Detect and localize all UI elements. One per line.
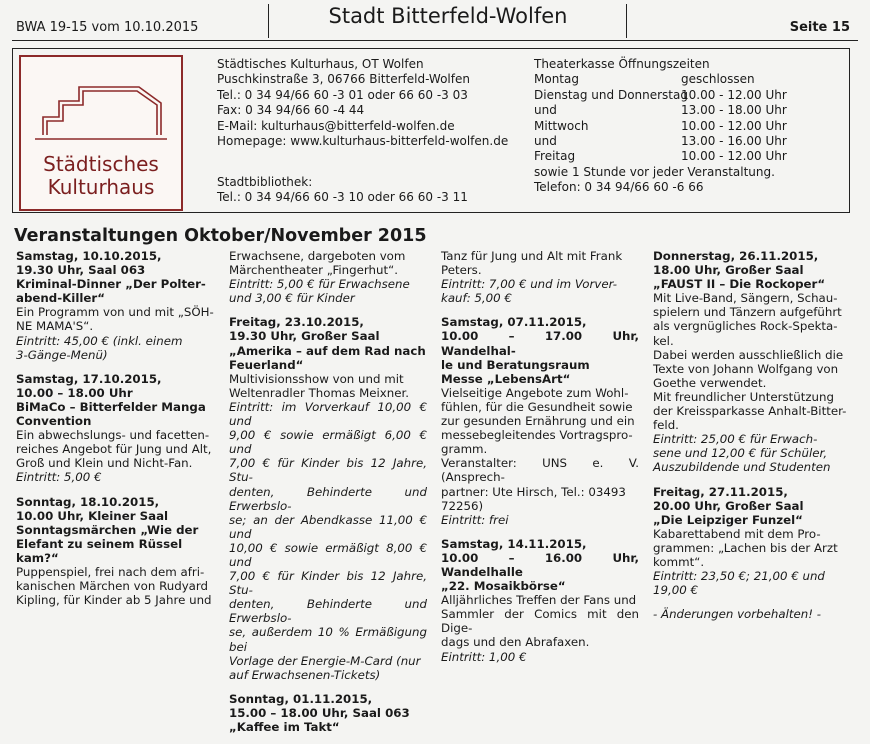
- page-number: Seite 15: [789, 20, 850, 35]
- event-heading: Samstag, 10.10.2015,: [16, 249, 162, 263]
- event-description: Vielseitige Angebote zum Wohl-: [441, 385, 629, 400]
- event-description: Alljährliches Treffen der Fans und: [441, 593, 637, 608]
- header-rule: [12, 40, 858, 41]
- event-price: und 3,00 € für Kinder: [229, 291, 355, 306]
- event-column: [653, 249, 851, 621]
- event-price: Eintritt: 5,00 € für Erwachsene: [229, 277, 410, 292]
- fax-line: Fax: 0 34 94/66 60 -4 44: [217, 103, 365, 118]
- venue-name: Städtisches Kulturhaus, OT Wolfen: [217, 57, 424, 71]
- event-heading: 20.00 Uhr, Großer Saal: [653, 498, 804, 513]
- event-column: [441, 249, 639, 674]
- event-description: Tanz für Jung und Alt mit Frank: [441, 249, 623, 263]
- event-column: [16, 249, 214, 617]
- event-price: auf Erwachsenen-Tickets): [229, 667, 381, 682]
- event-description: messebegleitendes Vortragspro-: [441, 428, 633, 443]
- event-description: Kipling, für Kinder ab 5 Jahre und: [16, 593, 212, 608]
- library-label: Stadtbibliothek:: [217, 175, 313, 189]
- event-description: Mit Live-Band, Sängern, Schau-: [653, 291, 838, 306]
- event-heading: „22. Mosaikbörse“: [441, 579, 566, 594]
- header-divider: [626, 4, 627, 38]
- event-heading: 18.00 Uhr, Großer Saal: [653, 263, 804, 278]
- hours-title: Theaterkasse Öffnungszeiten: [534, 57, 710, 71]
- event-description: Ein Programm von und mit „SÖH-: [16, 305, 214, 320]
- event-description: Dabei werden ausschließlich die: [653, 347, 844, 362]
- event-heading: Kriminal-Dinner „Der Polter-: [16, 277, 206, 292]
- event-heading: Donnerstag, 26.11.2015,: [653, 249, 819, 263]
- box-office-hours: [534, 57, 787, 196]
- event-description: Märchentheater „Fingerhut“.: [229, 263, 398, 278]
- phone-line: Tel.: 0 34 94/66 60 -3 01 oder 66 60 -3 03: [217, 87, 468, 102]
- event-description: fühlen, für die Gesundheit sowie: [441, 399, 633, 414]
- event-heading: kam?“: [16, 550, 59, 565]
- event-description: zur gesunden Ernährung und ein: [441, 414, 635, 429]
- event-description: Kabarettabend mit dem Pro-: [653, 526, 821, 541]
- event-price: Eintritt: im Vorverkauf 10,00 € und: [229, 399, 427, 429]
- event-price: 3-Gänge-Menü): [16, 347, 108, 362]
- hours-row: Mittwoch 10.00 - 12.00 Uhr: [534, 118, 787, 133]
- event-price: se; an der Abendkasse 11,00 € und: [229, 512, 427, 541]
- event-description: 72256): [441, 498, 484, 513]
- event-price: denten, Behinderte und Erwerbslo-: [229, 484, 427, 513]
- event-description: kel.: [653, 333, 674, 348]
- event-heading: abend-Killer“: [16, 291, 105, 306]
- event-heading: Samstag, 14.11.2015,: [441, 536, 587, 551]
- event-heading: Samstag, 17.10.2015,: [16, 371, 162, 386]
- event-price: Eintritt: 7,00 € und im Vorver-: [441, 277, 618, 292]
- hours-row: Dienstag und Donnerstag 10.00 - 12.00 Uhr: [534, 87, 787, 102]
- event-description: grammen: „Lachen bis der Arzt: [653, 540, 838, 555]
- email-line: E-Mail: kulturhaus@bitterfeld-wolfen.de: [217, 118, 455, 133]
- event-heading: Sonntag, 01.11.2015,: [229, 691, 373, 706]
- event-description: gramm.: [441, 442, 488, 457]
- event-heading: 10.00 – 16.00 Uhr, Wandelhalle: [441, 550, 639, 579]
- event-entry: [653, 485, 851, 598]
- event-heading: Messe „LebensArt“: [441, 371, 571, 386]
- event-price: denten, Behinderte und Erwerbslo-: [229, 597, 427, 626]
- changes-note: - Änderungen vorbehalten! -: [653, 607, 821, 622]
- event-heading: „Die Leipziger Funzel“: [653, 512, 803, 527]
- event-heading: „Kaffee im Takt“: [229, 720, 340, 734]
- event-heading: „Amerika – auf dem Rad nach: [229, 343, 426, 358]
- header-divider: [268, 4, 269, 38]
- event-heading: „FAUST II – Die Rockoper“: [653, 277, 826, 292]
- event-price: kauf: 5,00 €: [441, 291, 512, 306]
- event-entry: [16, 495, 214, 608]
- event-entry: [441, 315, 639, 526]
- event-price: Eintritt: 45,00 € (inkl. einem: [16, 333, 183, 348]
- event-price: Eintritt: 5,00 €: [16, 470, 102, 485]
- event-description: kommt“.: [653, 554, 705, 569]
- event-heading: Elefant zu seinem Rüssel: [16, 536, 183, 551]
- box-office-phone: Telefon: 0 34 94/66 60 -6 66: [534, 180, 704, 195]
- hours-row: und 13.00 - 18.00 Uhr: [534, 103, 787, 118]
- hours-note: sowie 1 Stunde vor jeder Veranstaltung.: [534, 164, 775, 179]
- info-box: [12, 48, 850, 213]
- event-price: 7,00 € für Kinder bis 12 Jahre, Stu-: [229, 569, 427, 598]
- event-entry: [16, 372, 214, 485]
- event-heading: Samstag, 07.11.2015,: [441, 315, 587, 330]
- page-title: Stadt Bitterfeld-Wolfen: [328, 4, 568, 28]
- event-price: se, außerdem 10 % Ermäßigung bei: [229, 625, 427, 654]
- logo-text: Städtisches Kulturhaus: [43, 152, 159, 199]
- hours-row: und 13.00 - 16.00 Uhr: [534, 133, 787, 148]
- event-price: 19,00 €: [653, 583, 699, 598]
- event-entry: [653, 249, 851, 475]
- event-description: Peters.: [441, 263, 482, 278]
- event-entry: [229, 249, 427, 305]
- library-phone: Tel.: 0 34 94/66 60 -3 10 oder 66 60 -3 11: [217, 190, 468, 205]
- issue-label: BWA 19-15 vom 10.10.2015: [16, 20, 199, 35]
- event-entry: [441, 249, 639, 305]
- event-heading: Convention: [16, 414, 92, 429]
- event-description: Mit freundlicher Unterstützung: [653, 389, 835, 404]
- event-heading: 19.30 Uhr, Großer Saal: [229, 329, 380, 344]
- event-price: Vorlage der Energie-M-Card (nur: [229, 653, 421, 668]
- event-heading: Freitag, 27.11.2015,: [653, 484, 788, 499]
- street-address: Puschkinstraße 3, 06766 Bitterfeld-Wolfen: [217, 72, 470, 87]
- event-description: Puppenspiel, frei nach dem afri-: [16, 564, 205, 579]
- homepage-line: Homepage: www.kulturhaus-bitterfeld-wolfen.de: [217, 134, 509, 149]
- events-heading: Veranstaltungen Oktober/November 2015: [14, 226, 427, 246]
- event-description: Goethe verwendet.: [653, 375, 767, 390]
- event-price: 9,00 € sowie ermäßigt 6,00 € und: [229, 428, 427, 457]
- event-entry: [441, 537, 639, 664]
- event-heading: Feuerland“: [229, 357, 304, 372]
- address-block: [217, 57, 508, 149]
- event-description: spielern und Tänzern aufgeführt: [653, 305, 842, 320]
- event-description: Sammler der Comics mit den Dige-: [441, 607, 639, 636]
- hours-row: Montag geschlossen: [534, 72, 755, 87]
- event-column: [229, 249, 427, 744]
- event-description: feld.: [653, 418, 679, 433]
- event-description: der Kreissparkasse Anhalt-Bitter-: [653, 404, 847, 419]
- hours-row: Freitag 10.00 - 12.00 Uhr: [534, 149, 787, 164]
- event-description: Ein abwechslungs- und facetten-: [16, 428, 210, 443]
- event-heading: 10.00 – 18.00 Uhr: [16, 385, 133, 400]
- event-description: Weltenradler Thomas Meixner.: [229, 385, 410, 400]
- event-description: Multivisionsshow von und mit: [229, 371, 404, 386]
- event-heading: Sonntag, 18.10.2015,: [16, 494, 160, 509]
- event-price: Eintritt: 25,00 € für Erwach-: [653, 432, 818, 447]
- event-description: als vergnügliches Rock-Spekta-: [653, 319, 838, 334]
- event-price: Eintritt: 23,50 €; 21,00 € und: [653, 569, 825, 584]
- event-description: NE MAMA'S“.: [16, 319, 94, 334]
- event-heading: 10.00 Uhr, Kleiner Saal: [16, 508, 169, 523]
- event-heading: Freitag, 23.10.2015,: [229, 315, 364, 330]
- event-description: partner: Ute Hirsch, Tel.: 03493: [441, 484, 626, 499]
- event-heading: le und Beratungsraum: [441, 357, 590, 372]
- event-price: 7,00 € für Kinder bis 12 Jahre, Stu-: [229, 456, 427, 485]
- event-price: Auszubildende und Studenten: [653, 460, 831, 475]
- event-price: Eintritt: frei: [441, 512, 509, 527]
- event-heading: 19.30 Uhr, Saal 063: [16, 263, 146, 278]
- event-description: Veranstalter: UNS e. V. (Ansprech-: [441, 456, 639, 485]
- event-description: Texte von Johann Wolfgang von: [653, 361, 839, 376]
- event-heading: 10.00 – 17.00 Uhr, Wandelhal-: [441, 329, 639, 358]
- event-heading: BiMaCo – Bitterfelder Manga: [16, 399, 206, 414]
- event-price: 10,00 € sowie ermäßigt 8,00 € und: [229, 540, 427, 569]
- event-entry: [16, 249, 214, 362]
- event-description: kanischen Märchen von Rudyard: [16, 579, 209, 594]
- kulturhaus-logo: [19, 55, 183, 211]
- library-block: [217, 175, 468, 206]
- event-entry: [229, 692, 427, 734]
- event-entry: [229, 315, 427, 681]
- event-description: reiches Angebot für Jung und Alt,: [16, 442, 212, 457]
- event-description: dags und den Abrafaxen.: [441, 635, 590, 650]
- event-heading: Sonntagsmärchen „Wie der: [16, 522, 199, 537]
- event-price: sene und 12,00 € für Schüler,: [653, 446, 828, 461]
- event-heading: 15.00 – 18.00 Uhr, Saal 063: [229, 705, 410, 720]
- event-description: Groß und Klein und Nicht-Fan.: [16, 456, 193, 471]
- event-description: Erwachsene, dargeboten vom: [229, 249, 406, 263]
- event-price: Eintritt: 1,00 €: [441, 649, 527, 664]
